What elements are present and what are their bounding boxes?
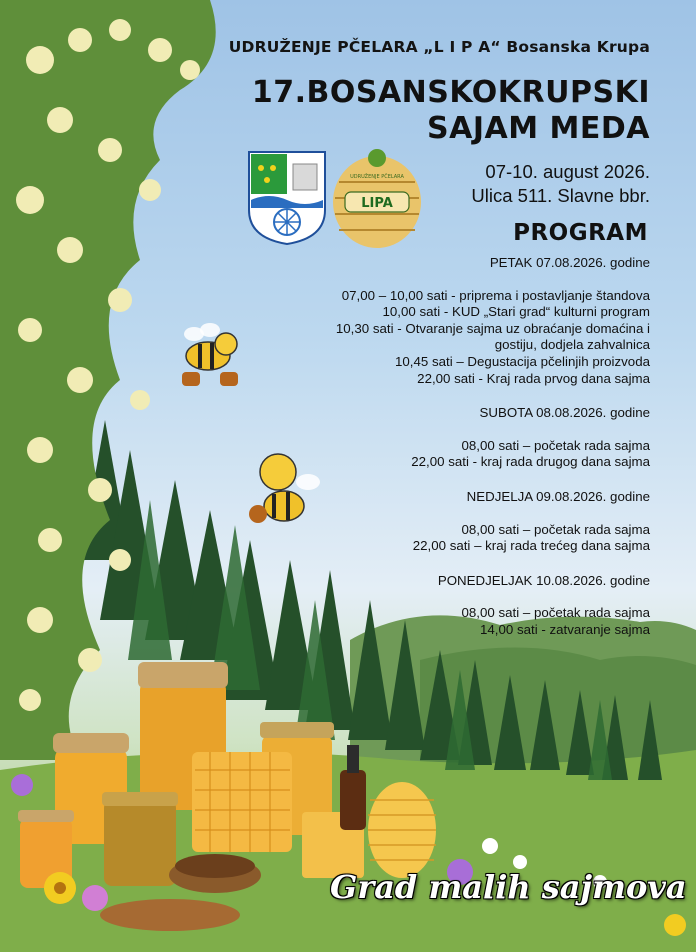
schedule-item: 22,00 sati – kraj rada trećeg dana sajma: [412, 538, 650, 554]
event-info: [471, 160, 650, 208]
wooden-board: [100, 899, 240, 931]
pollen-jar: [104, 800, 176, 886]
coat-of-arms-icon: [247, 150, 327, 246]
schedule-item: gostiju, dodjela zahvalnica: [494, 337, 650, 353]
day-title: SUBOTA 08.08.2026. godine: [479, 405, 650, 421]
schedule-item: 08,00 sati – početak rada sajma: [461, 437, 650, 453]
day-title: PETAK 07.08.2026. godine: [489, 255, 650, 270]
program-heading: PROGRAM: [513, 220, 648, 246]
slogan: Grad malih sajmova: [330, 868, 687, 906]
honeycomb: [192, 752, 292, 852]
program-schedule: [230, 253, 650, 639]
event-title-line-2: SAJAM MEDA: [427, 111, 650, 146]
schedule-item: 14,00 sati - zatvaranje sajma: [480, 621, 650, 637]
schedule-item: 22,00 sati - kraj rada drugog dana sajma: [411, 454, 650, 470]
schedule-item: 07,00 – 10,00 sati - priprema i postavljanje štandova: [341, 287, 650, 303]
schedule-item: 22,00 sati - Kraj rada prvog dana sajma: [417, 370, 650, 386]
association-name: UDRUŽENJE PČELARA „L I P A“ Bosanska Krupa: [228, 38, 650, 56]
lipa-association-logo: [331, 146, 423, 250]
schedule-item: 08,00 sati – početak rada sajma: [461, 521, 650, 537]
event-address: Ulica 511. Slavne bbr.: [471, 185, 650, 206]
day-title: PONEDJELJAK 10.08.2026. godine: [437, 572, 650, 588]
lipa-logo-label: LIPA: [361, 196, 393, 211]
schedule-item: 08,00 sati – početak rada sajma: [461, 605, 650, 621]
schedule-item: 10,30 sati - Otvaranje sajma uz obraćanje domaćina i: [335, 320, 650, 336]
event-dates: 07-10. august 2026.: [485, 161, 650, 182]
lipa-logo-arc-text: UDRUŽENJE PČELARA: [350, 174, 404, 180]
schedule-item: 10,00 sati - KUD „Stari grad“ kulturni program: [382, 304, 650, 320]
day-title: NEDJELJA 09.08.2026. godine: [466, 488, 650, 504]
schedule-item: 10,45 sati – Degustacija pčelinjih proizvoda: [394, 353, 650, 369]
propolis-bottle: [340, 770, 366, 830]
event-title-line-1: 17.BOSANSKOKRUPSKI: [251, 75, 650, 110]
